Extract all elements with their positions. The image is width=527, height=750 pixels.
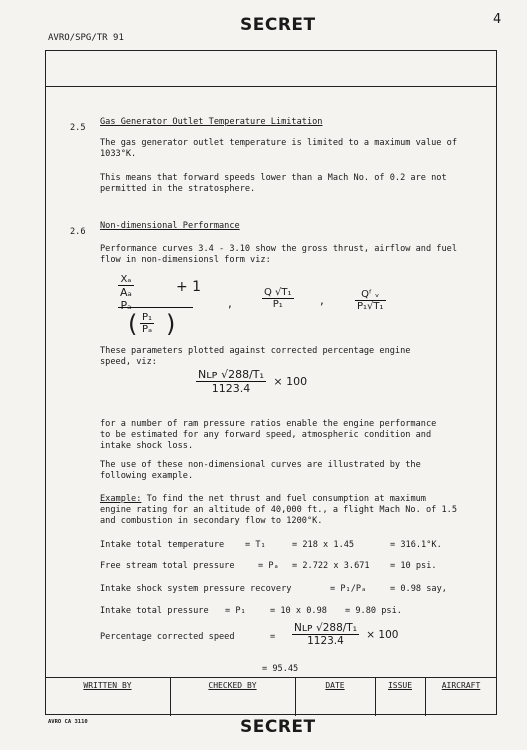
pcs-result: = 95.45 bbox=[262, 664, 299, 674]
calc-row: Intake total pressure = P₁ = 10 x 0.98 = 9.80 psi. bbox=[100, 606, 402, 616]
ram-pressure-text: for a number of ram pressure ratios enable the engine performance to be estimated for any forward speed, atmospheric condition and intake shock loss. bbox=[100, 419, 437, 451]
formula-comma-1: , bbox=[228, 296, 232, 310]
formula-fuel-flow: $\frac{\text{Qᶠ ᵥ}}{\text{P₁√T₁}}$ bbox=[357, 289, 384, 312]
form-code: AVRO CA 3110 bbox=[48, 719, 88, 725]
pcs-formula: $\frac{\text{Nʟᴘ √288/T₁}}{1123.4}$ × 100 bbox=[294, 622, 399, 647]
section-number-2-6: 2.6 bbox=[70, 227, 86, 237]
document-reference: AVRO/SPG/TR 91 bbox=[48, 33, 124, 43]
written-by-cell: WRITTEN BY bbox=[45, 678, 171, 716]
formula-airflow: $\frac{\text{Q √T₁}}{\text{P₁}}$ bbox=[264, 287, 292, 310]
section-2-5-para1: The gas generator outlet temperature is limited to a maximum value of 1033°K. bbox=[100, 138, 457, 159]
use-curves-text: The use of these non-dimensional curves are illustrated by the following example. bbox=[100, 460, 421, 481]
parameters-text: These parameters plotted against corrected percentage engine speed, viz: bbox=[100, 346, 411, 367]
formula-corrected-speed: $\frac{\text{Nʟᴘ √288/T₁}}{1123.4}$ × 100 bbox=[198, 368, 308, 395]
section-heading-2-5: Gas Generator Outlet Temperature Limitation bbox=[100, 117, 323, 127]
calc-row: Intake total temperature = T₁ = 218 x 1.45 = 316.1°K. bbox=[100, 540, 442, 550]
section-heading-2-6: Non-dimensional Performance bbox=[100, 221, 240, 231]
section-2-5-para2: This means that forward speeds lower than a Mach No. of 0.2 are not permitted in the stratosphere. bbox=[100, 173, 447, 194]
pcs-label: Percentage corrected speed bbox=[100, 632, 235, 642]
classification-header: SECRET bbox=[240, 15, 316, 35]
page-number: 4 bbox=[493, 12, 502, 27]
issue-cell: ISSUE bbox=[375, 678, 426, 716]
pcs-equals: = bbox=[270, 632, 276, 642]
aircraft-cell: AIRCRAFT bbox=[441, 681, 481, 690]
checked-by-cell: CHECKED BY bbox=[170, 678, 296, 716]
formula-comma-2: , bbox=[320, 293, 324, 307]
example-label: Example: bbox=[100, 494, 142, 504]
classification-footer: SECRET bbox=[240, 717, 316, 737]
example-text: Example: To find the net thrust and fuel consumption at maximum engine rating for an altitude of 40,000 ft., a flight Mach No. of 1.5 and combustion in secondary flow to 1200°K. bbox=[100, 494, 457, 526]
section-2-6-intro: Performance curves 3.4 - 3.10 show the gross thrust, airflow and fuel flow in non-dimensionsl form viz: bbox=[100, 244, 457, 265]
calc-row: Free stream total pressure = Pₐ = 2.722 x 3.671 = 10 psi. bbox=[100, 561, 437, 571]
calc-row: Intake shock system pressure recovery = P₁/Pₐ = 0.98 say, bbox=[100, 584, 447, 594]
date-cell: DATE bbox=[295, 678, 376, 716]
header-rule bbox=[45, 86, 497, 87]
signature-table bbox=[45, 677, 497, 716]
section-number-2-5: 2.5 bbox=[70, 123, 86, 133]
